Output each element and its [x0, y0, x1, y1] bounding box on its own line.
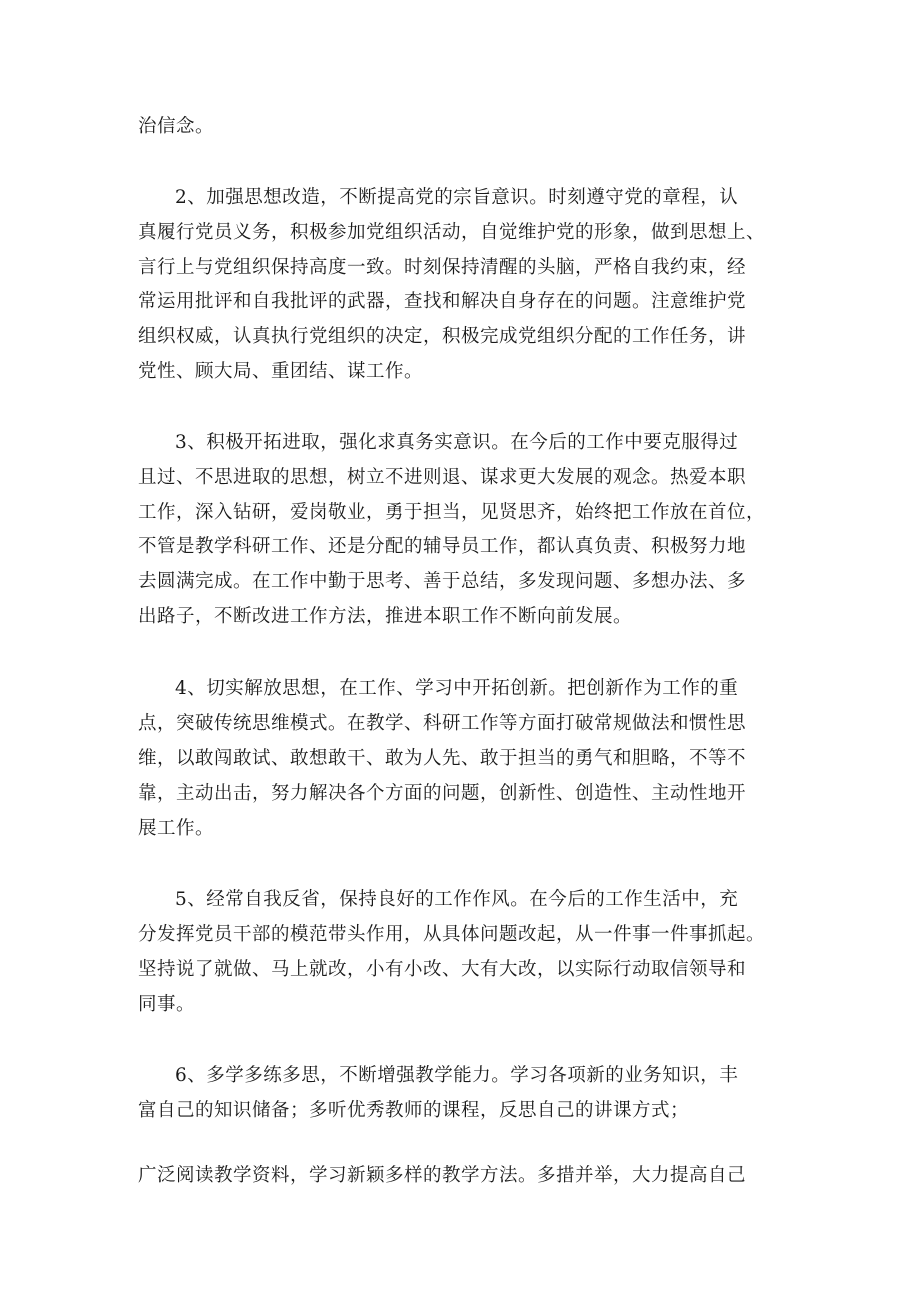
text-line: 展工作。	[138, 818, 215, 839]
text-line: 组织权威，认真执行党组织的决定，积极完成党组织分配的工作任务，讲	[138, 326, 747, 347]
text-line: 靠，主动出击，努力解决各个方面的问题，创新性、创造性、主动性地开	[138, 783, 747, 804]
text-line: 出路子，不断改进工作方法，推进本职工作不断向前发展。	[138, 606, 633, 627]
paragraph-3-first-line: 3、积极开拓进取，强化求真务实意识。在今后的工作中要克服得过	[175, 432, 739, 453]
text-line: 点，突破传统思维模式。在教学、科研工作等方面打破常规做法和惯性思	[138, 713, 747, 734]
paragraph-6-first-line: 6、多学多练多思，不断增强教学能力。学习各项新的业务知识，丰	[175, 1065, 739, 1086]
text-line: 且过、不思进取的思想，树立不进则退、谋求更大发展的观念。热爱本职	[138, 467, 747, 488]
text-line: 广泛阅读教学资料，学习新颖多样的教学方法。多措并举，大力提高自己	[138, 1165, 747, 1186]
paragraph-4-first-line: 4、切实解放思想，在工作、学习中开拓创新。把创新作为工作的重	[175, 678, 739, 699]
text-line: 常运用批评和自我批评的武器，查找和解决自身存在的问题。注意维护党	[138, 291, 747, 312]
text-line: 言行上与党组织保持高度一致。时刻保持清醒的头脑，严格自我约束，经	[138, 257, 747, 278]
text-line: 维，以敢闯敢试、敢想敢干、敢为人先、敢于担当的勇气和胆略，不等不	[138, 748, 747, 769]
text-line: 工作，深入钻研，爱岗敬业，勇于担当，见贤思齐，始终把工作放在首位，	[138, 502, 766, 523]
text-line: 真履行党员义务，积极参加党组织活动，自觉维护党的形象，做到思想上、	[138, 222, 766, 243]
paragraph-5-first-line: 5、经常自我反省，保持良好的工作作风。在今后的工作生活中，充	[175, 889, 739, 910]
text-line: 分发挥党员干部的模范带头作用，从具体问题改起，从一件事一件事抓起。	[138, 924, 766, 945]
text-line: 不管是教学科研工作、还是分配的辅导员工作，都认真负责、积极努力地	[138, 536, 747, 557]
text-line: 治信念。	[138, 116, 215, 137]
text-line: 坚持说了就做、马上就改，小有小改、大有大改，以实际行动取信领导和	[138, 959, 747, 980]
text-line: 去圆满完成。在工作中勤于思考、善于总结，多发现问题、多想办法、多	[138, 571, 747, 592]
text-line: 同事。	[138, 994, 196, 1015]
text-line: 富自己的知识储备；多听优秀教师的课程，反思自己的讲课方式；	[138, 1100, 690, 1121]
paragraph-2-first-line: 2、加强思想改造，不断提高党的宗旨意识。时刻遵守党的章程，认	[175, 187, 739, 208]
text-line: 党性、顾大局、重团结、谋工作。	[138, 361, 424, 382]
